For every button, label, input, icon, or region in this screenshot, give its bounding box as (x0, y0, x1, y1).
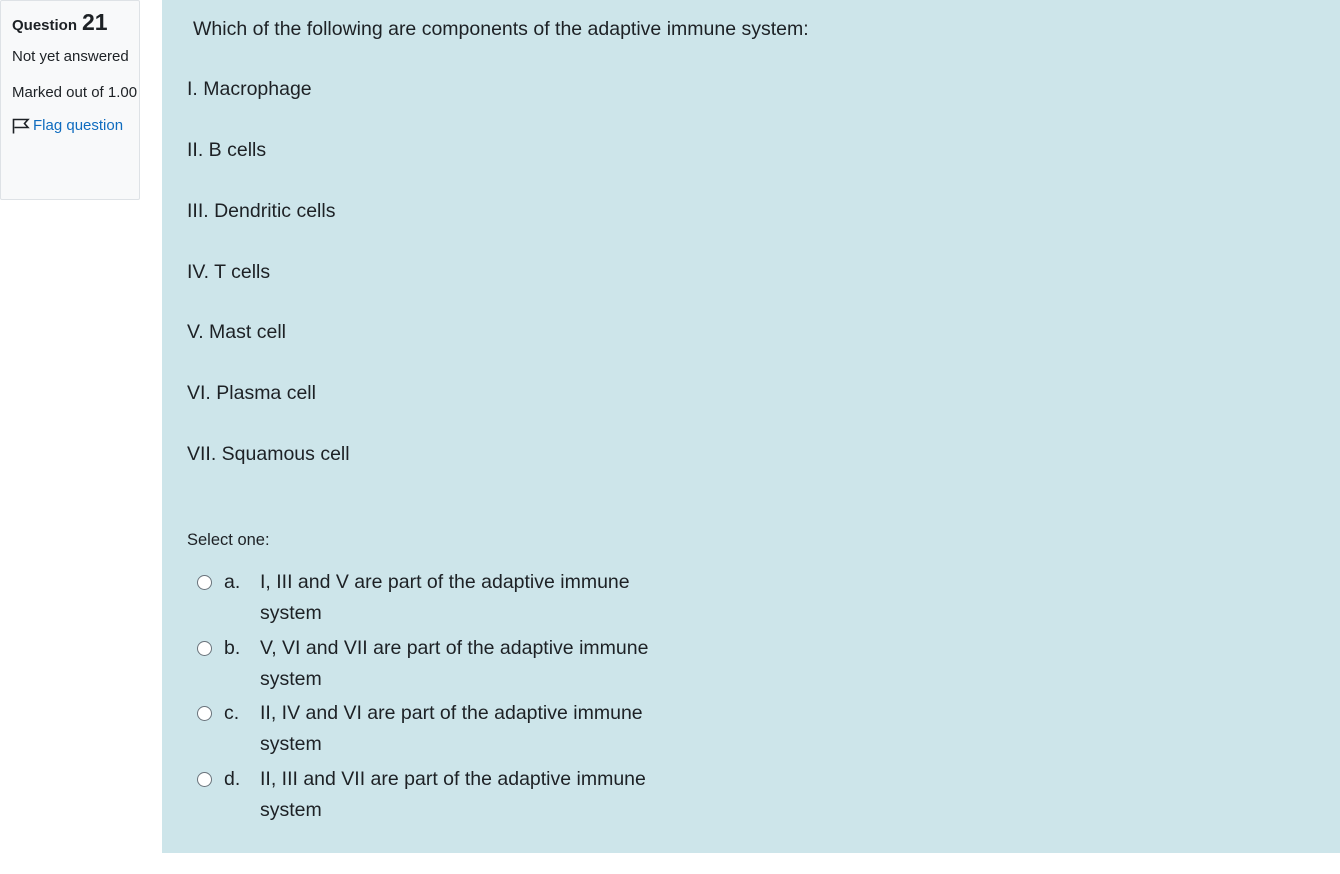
question-item: VI. Plasma cell (187, 382, 316, 404)
question-info-panel (0, 0, 140, 200)
question-item: II. B cells (187, 139, 267, 161)
answer-text: II, IV and VI are part of the adaptive immune system (260, 702, 643, 755)
answer-option-d[interactable] (197, 764, 717, 825)
answer-radio-a[interactable] (197, 575, 212, 590)
answer-letter: b. (224, 637, 241, 659)
question-grade: Marked out of 1.00 (12, 84, 138, 101)
answer-radio-d[interactable] (197, 772, 212, 787)
answer-option-b[interactable] (197, 633, 717, 694)
answer-letter: c. (224, 702, 240, 724)
question-state: Not yet answered (12, 48, 129, 65)
answer-option-c[interactable] (197, 698, 717, 759)
answer-text: V, VI and VII are part of the adaptive immune system (260, 637, 649, 690)
flag-icon (12, 118, 30, 134)
question-label: Question (12, 17, 78, 34)
answer-text: II, III and VII are part of the adaptive immune system (260, 768, 646, 821)
question-number-heading (12, 9, 139, 41)
question-content (162, 0, 1340, 853)
answer-option-a[interactable] (197, 567, 717, 628)
question-item: IV. T cells (187, 261, 271, 283)
question-item: III. Dendritic cells (187, 200, 336, 222)
flag-question-label: Flag question (33, 117, 124, 134)
question-item: V. Mast cell (187, 321, 286, 343)
question-text: Which of the following are components of the adaptive immune system: (193, 18, 809, 40)
answer-letter: d. (224, 768, 241, 790)
question-item: I. Macrophage (187, 78, 312, 100)
flag-question-link[interactable] (12, 117, 139, 134)
answer-radio-b[interactable] (197, 641, 212, 656)
question-number: 21 (82, 9, 108, 35)
question-item: VII. Squamous cell (187, 443, 350, 465)
select-one-prompt: Select one: (187, 531, 270, 549)
answer-letter: a. (224, 571, 241, 593)
answer-radio-c[interactable] (197, 706, 212, 721)
answer-text: I, III and V are part of the adaptive immune system (260, 571, 630, 624)
